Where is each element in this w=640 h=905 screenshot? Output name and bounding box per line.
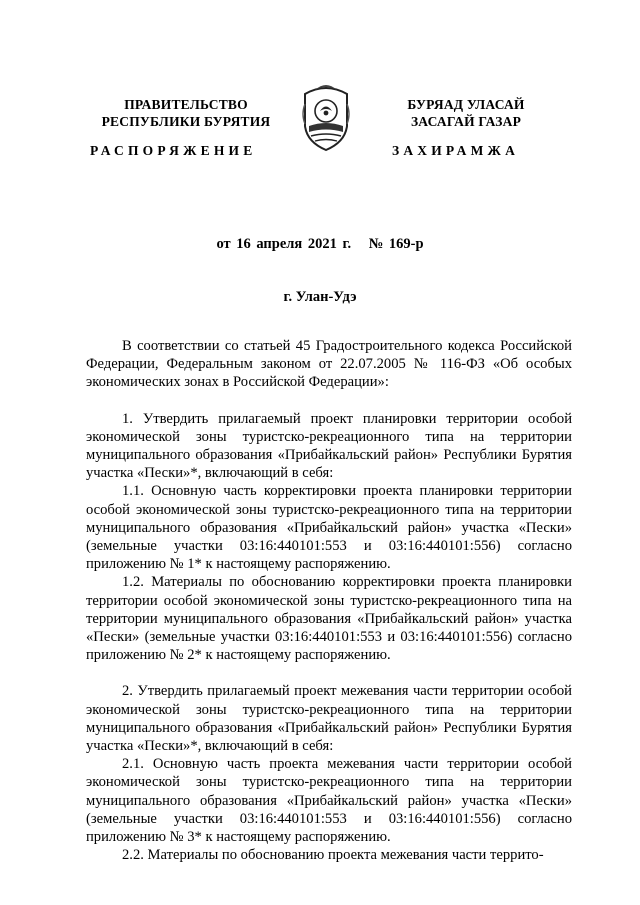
clause-1-1: 1.1. Основную часть корректировки проекта планировки территории особой экономической зоны туристско-рекреационного типа на территории муниципального образования «Прибайкальский район» участка «Пески» (земельные участки 03:16:440101:553 и 03:16:440101:556) согласно приложению № 1* к настоящему распоряжению. <box>86 483 572 573</box>
city-name: г. Улан-Удэ <box>283 289 357 305</box>
government-name-bua-line2: ЗАСАГАЙ ГАЗАР <box>410 114 522 129</box>
preamble-paragraph: В соответствии со статьей 45 Градостроительного кодекса Российской Федерации, Федеральным законом от 22.07.2005 № 116-ФЗ «Об особых экономических зонах в Российской Федерации»: <box>86 338 572 391</box>
header-right <box>368 96 564 130</box>
coat-of-arms-icon <box>299 80 353 152</box>
government-name-bua-line1: БУРЯАД УЛАСАЙ <box>407 97 525 112</box>
decree-date-line <box>0 236 640 253</box>
decree-date: от 16 апреля 2021 г. <box>216 236 352 252</box>
clause-1-2: 1.2. Материалы по обоснованию корректировки проекта планировки территории особой экономической зоны туристско-рекреационного типа на территории муниципального образования «Прибайкальский район» участка «Пески» (земельные участки 03:16:440101:553 и 03:16:440101:556) согласно приложению № 2* к настоящему распоряжению. <box>86 574 572 664</box>
header-left <box>88 96 284 130</box>
decree-type-bua: ЗАХИРАМЖА <box>392 143 520 158</box>
document-body <box>86 337 572 864</box>
clause-2-1: 2.1. Основную часть проекта межевания части территории особой экономической зоны туристско-рекреационного типа на территории муниципального образования «Прибайкальский район» участка «Пески» (земельные участки 03:16:440101:553 и 03:16:440101:556) согласно приложению № 3* к настоящему распоряжению. <box>86 756 572 846</box>
decree-number: № 169-р <box>368 236 424 252</box>
government-name-ru-line2: РЕСПУБЛИКИ БУРЯТИЯ <box>101 114 271 129</box>
government-name-ru-line1: ПРАВИТЕЛЬСТВО <box>124 97 248 112</box>
clause-2: 2. Утвердить прилагаемый проект межевания части территории особой экономической зоны туристско-рекреационного типа на территории муниципального образования «Прибайкальский район» Республики Бурятия участка «Пески»*, включающий в себя: <box>86 683 572 755</box>
decree-type-ru: РАСПОРЯЖЕНИЕ <box>90 143 257 158</box>
clause-1: 1. Утвердить прилагаемый проект планировки территории особой экономической зоны туристско-рекреационного типа на территории муниципального образования «Прибайкальский район» Республики Бурятия участка «Пески»*, включающий в себя: <box>86 410 572 482</box>
clause-2-2: 2.2. Материалы по обоснованию проекта межевания части террито- <box>122 847 544 864</box>
